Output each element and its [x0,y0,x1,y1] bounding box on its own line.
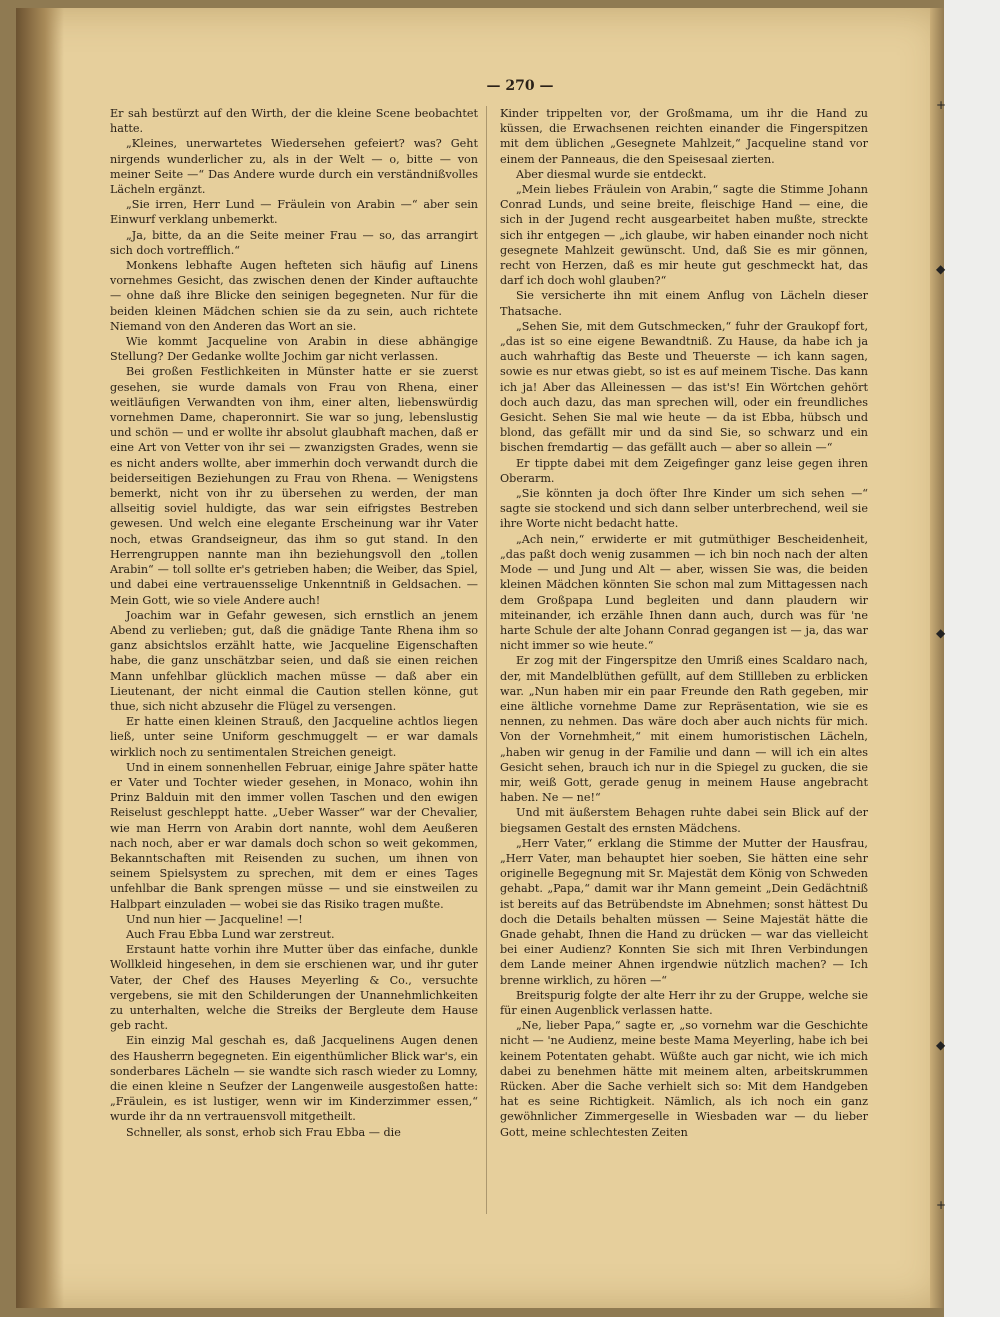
paragraph: Und mit äußerstem Behagen ruhte dabei sein Blick auf der biegsamen Gestalt des ernsten Mädchens. [500,806,868,835]
paragraph: Bei großen Festlichkeiten in Münster hatte er sie zuerst gesehen, sie wurde damals von Frau von Rhena, einer weitläufigen Verwandten von ihm, einer alten, liebenswürdig vornehmen Dame, chaperonnirt. Sie war so jung, lebenslustig und schön — und er wollte ihr absolut glaubhaft machen, daß er eine Art von Vetter von ihr sei — zwanzigsten Grades, wenn sie es nicht anders wollte, aber immerhin doch verwandt durch die beiderseitigen Beziehungen zu Frau von Rhena. — Wenigstens bemerkt, nicht von ihr zu übersehen zu werden, der man allseitig soviel huldigte, das war sein eifrigstes Bestreben gewesen. Und welch eine elegante Erscheinung war ihr Vater noch, etwas Grandseigneur, das ihm so gut stand. In den Herrengruppen nannte man ihn beziehungsvoll den „tollen Arabin“ — toll sollte er's getrieben haben; die Weiber, das Spiel, und dabei eine vertrauensselige Unkenntniß in Geldsachen. — Mein Gott, wie so viele Andere auch! [110,365,478,607]
paragraph: „Kleines, unerwartetes Wiedersehen gefeiert? was? Geht nirgends wunderlicher zu, als in der Welt — o, bitte — von meiner Seite —“ Das Andere wurde durch ein verständnißvolles Lächeln ergänzt. [110,137,478,197]
paragraph: „Herr Vater,“ erklang die Stimme der Mutter der Hausfrau, „Herr Vater, man behauptet hier soeben, Sie hätten eine sehr originelle Begegnung mit Sr. Majestät dem König von Schweden gehabt. „Papa,“ damit war ihr Mann gemeint „Dein Gedächtniß ist bereits auf das Betrübendste im Abnehmen; sonst hättest Du doch die Details behalten müssen — Seine Majestät hätte die Gnade gehabt, Ihnen die Hand zu drücken — war das vielleicht bei einer Audienz? Konnten Sie sich mit Ihren Verbindungen dem Lande meiner Ahnen irgendwie nützlich machen? — Ich brenne wirklich, zu hören —“ [500,836,868,987]
paragraph: „Mein liebes Fräulein von Arabin,“ sagte die Stimme Johann Conrad Lunds, und seine breite, fleischige Hand — eine, die sich in der Jugend recht ausgearbeitet haben mußte, streckte sich ihr entgegen — „ich glaube, wir haben einander noch nicht gesegnete Mahlzeit gewünscht. Und, daß Sie es mir gönnen, recht von Herzen, daß es mir heute gut geschmeckt hat, das darf ich doch wohl glauben?“ [500,183,868,288]
right-column [500,106,868,1140]
paragraph: Kinder trippelten vor, der Großmama, um ihr die Hand zu küssen, die Erwachsenen reichten einander die Fingerspitzen mit dem üblichen „Gesegnete Mahlzeit,“ Jacqueline stand vor einem der Panneaus, die den Speisesaal zierten. [500,107,868,166]
paragraph: Er hatte einen kleinen Strauß, den Jacqueline achtlos liegen ließ, unter seine Uniform geschmuggelt — er war damals wirklich noch zu sentimentalen Streichen geneigt. [110,715,478,759]
column-divider [486,106,487,1214]
paragraph: „Sie könnten ja doch öfter Ihre Kinder um sich sehen —“ sagte sie stockend und sich dann selber unterbrechend, weil sie ihre Worte nicht bedacht hatte. [500,487,868,531]
paragraph: Erstaunt hatte vorhin ihre Mutter über das einfache, dunkle Wollkleid hingesehen, in dem sie erschienen war, und ihr guter Vater, der Chef des Hauses Meyerling & Co., versuchte vergebens, sie mit den Schilderungen der Unannehmlichkeiten zu unterhalten, welche die Streiks der Bergleute dem Hause geb racht. [110,943,478,1033]
paragraph: Sie versicherte ihn mit einem Anflug von Lächeln dieser Thatsache. [500,289,868,318]
registration-mark: ◆ [936,262,946,276]
paragraph: Monkens lebhafte Augen hefteten sich häufig auf Linens vornehmes Gesicht, das zwischen denen der Kinder auftauchte — ohne daß ihre Blicke den seinigen begegneten. Nur für die beiden kleinen Mädchen schien sie da zu sein, auch richtete Niemand von den Anderen das Wort an sie. [110,259,478,333]
left-column [110,106,478,1140]
paragraph: Ein einzig Mal geschah es, daß Jacquelinens Augen denen des Hausherrn begegneten. Ein eigenthümlicher Blick war's, ein sonderbares Lächeln — sie wandte sich rasch wieder zu Lomny, die einen kleine n Seufzer der Langenweile ausgestoßen hatte: „Fräulein, es ist lustiger, wenn wir im Kinderzimmer essen,“ wurde ihr da nn vertrauensvoll mitgetheilt. [110,1034,478,1124]
registration-mark: + [936,1198,947,1212]
paragraph: Er zog mit der Fingerspitze den Umriß eines Scaldaro nach, der, mit Mandelblüthen gefüllt, auf dem Stillleben zu erblicken war. „Nun haben mir ein paar Freunde den Rath gegeben, mir eine ältliche vornehme Dame zur Repräsentation, wie sie es nennen, zu nehmen. Das wäre doch aber auch nichts für mich. Von der Vornehmheit,“ mit einem humoristischen Lächeln, „haben wir genug in der Familie und dann — will ich ein altes Gesicht sehen, brauch ich nur in die Spiegel zu gucken, die sie mir, weiß Gott, gerade genug in meinem Hause angebracht haben. Ne — ne!“ [500,654,868,805]
paragraph: „Ne, lieber Papa,“ sagte er, „so vornehm war die Geschichte nicht — 'ne Audienz, meine beste Mama Meyerling, habe ich bei keinem Potentaten gehabt. Wüßte auch gar nicht, wie ich mich dabei zu benehmen hätte mit meinem alten, arbeitskrummen Rücken. Aber die Sache verhielt sich so: Mit dem Handgeben hat es seine Richtigkeit. Nämlich, als ich noch ein ganz gewöhnlicher Zimmergeselle in Wiesbaden war — du lieber Gott, meine schlechtesten Zeiten [500,1019,868,1139]
scan-margin [944,0,1000,1317]
page-number: — 270 — [486,78,554,94]
paragraph: „Sehen Sie, mit dem Gutschmecken,“ fuhr der Graukopf fort, „das ist so eine eigene Bewandtniß. Zu Hause, da habe ich ja auch wahrhaftig das Beste und Theuerste — ich kann sagen, sowie es nur etwas giebt, so ist es auf meinem Tische. Das kann ich ja! Aber das Alleinessen — das ist's! Ein Wörtchen gehört doch auch dazu, das man sprechen will, oder ein freundliches Gesicht. Sehen Sie mal wie heute — da ist Ebba, hübsch und blond, das gefällt mir und da sind Sie, so schwarz und ein bischen fremdartig — das gefällt auch — aber so allein —“ [500,319,868,455]
paragraph: Und nun hier — Jacqueline! —! [126,912,303,926]
registration-mark: ◆ [936,1038,946,1052]
paragraph: Wie kommt Jacqueline von Arabin in diese abhängige Stellung? Der Gedanke wollte Jochim gar nicht verlassen. [110,335,478,364]
paragraph: Er tippte dabei mit dem Zeigefinger ganz leise gegen ihren Oberarm. [500,456,868,485]
paragraph: Schneller, als sonst, erhob sich Frau Ebba — die [126,1125,401,1139]
registration-mark: ◆ [936,626,946,640]
book-binding [16,8,64,1308]
paragraph: Aber diesmal wurde sie entdeckt. [516,167,707,181]
paragraph: „Ach nein,“ erwiderte er mit gutmüthiger Bescheidenheit, „das paßt doch wenig zusammen — ich bin noch nach der alten Mode — und Jung und Alt — aber, wissen Sie was, die beiden kleinen Mädchen könnten Sie schon mal zum Mittagessen nach dem Großpapa Lund begleiten und dann plaudern wir miteinander, ich erzähle Ihnen dann auch, durch was für 'ne harte Schule der alte Johann Conrad gegangen ist — ja, das war nicht immer so wie heute.“ [500,532,868,653]
paragraph: „Sie irren, Herr Lund — Fräulein von Arabin —“ aber sein Einwurf verklang unbemerkt. [110,198,478,227]
paragraph: Breitspurig folgte der alte Herr ihr zu der Gruppe, welche sie für einen Augenblick verlassen hatte. [500,988,868,1017]
paragraph: Und in einem sonnenhellen Februar, einige Jahre später hatte er Vater und Tochter wieder gesehen, in Monaco, wohin ihn Prinz Balduin mit den immer vollen Taschen und den ewigen Reiselust geschleppt hatte. „Ueber Wasser“ war der Chevalier, wie man Herrn von Arabin dort nannte, wohl dem Aeußeren nach noch, aber er war damals doch schon so weit gekommen, Bekanntschaften mit Reisenden zu suchen, um ihnen von seinem Spielsystem zu sprechen, mit dem er eines Tages unfehlbar die Bank sprengen müsse — und sie einstweilen zu Halbpart einzuladen — wobei sie das Risiko tragen mußte. [110,760,478,911]
paragraph: Auch Frau Ebba Lund war zerstreut. [126,927,335,941]
registration-mark: + [936,98,947,112]
paragraph: Er sah bestürzt auf den Wirth, der die kleine Scene beobachtet hatte. [110,107,478,136]
paragraph: Joachim war in Gefahr gewesen, sich ernstlich an jenem Abend zu verlieben; gut, daß die gnädige Tante Rhena ihm so ganz absichtslos erzählt hatte, wie Jacqueline Eigenschaften habe, die ganz unschätzbar seien, und daß sie einen reichen Mann unfehlbar glücklich machen müsse — daß aber ein Lieutenant, der nicht einmal die Caution stellen könne, gut thue, sich nicht abzusehr die Flügel zu versengen. [110,608,478,713]
paragraph: „Ja, bitte, da an die Seite meiner Frau — so, das arrangirt sich doch vortrefflich.“ [110,228,478,257]
